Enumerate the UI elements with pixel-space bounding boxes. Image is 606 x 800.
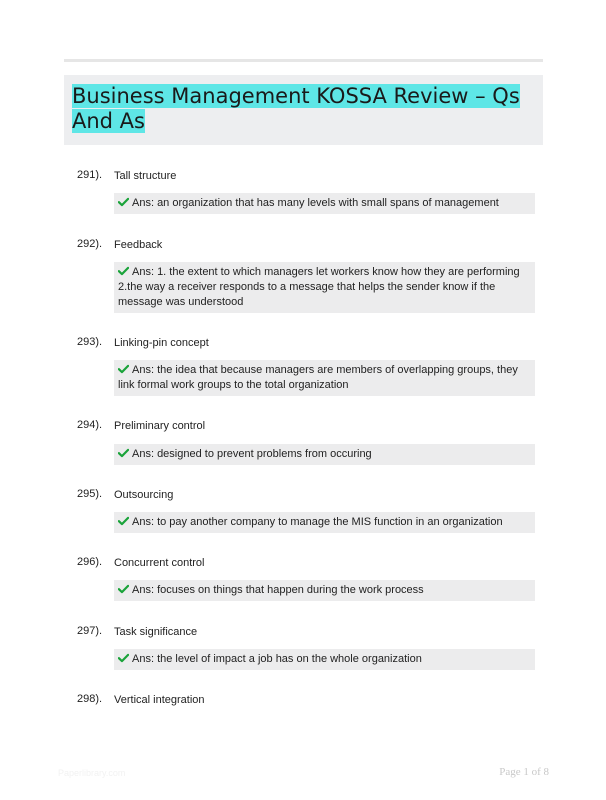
question-number: 291). [77, 169, 103, 181]
answer-box [114, 193, 535, 214]
check-icon [118, 516, 129, 526]
answer-text: Ans: the idea that because managers are members of overlapping groups, they link formal work groups to the total organization [118, 364, 518, 391]
answer-text: Ans: the level of impact a job has on the whole organization [132, 653, 422, 665]
question-text: Tall structure [114, 170, 177, 182]
question-number: 293). [77, 336, 103, 348]
question-text: Outsourcing [114, 489, 174, 501]
check-icon [118, 584, 129, 594]
question-number: 296). [77, 556, 103, 568]
question-number: 294). [77, 419, 103, 431]
answer-box [114, 444, 535, 465]
answer-text: Ans: an organization that has many levels with small spans of management [132, 197, 499, 209]
question-number: 295). [77, 488, 103, 500]
question-text: Linking-pin concept [114, 337, 209, 349]
answer-box [114, 360, 535, 396]
title-text: Business Management KOSSA Review – Qs And As [72, 84, 520, 133]
answer-text: Ans: designed to prevent problems from occuring [132, 448, 372, 460]
question-text: Vertical integration [114, 694, 205, 706]
check-icon [118, 448, 129, 458]
question-text: Task significance [114, 626, 198, 638]
answer-box [114, 262, 535, 313]
answer-box [114, 512, 535, 533]
answer-text: Ans: to pay another company to manage the MIS function in an organization [132, 516, 503, 528]
question-number: 292). [77, 238, 103, 250]
answer-text: Ans: 1. the extent to which managers let workers know how they are performing 2.the way a receiver responds to a message that helps the sender know if the message was understood [118, 266, 520, 308]
answer-box [114, 649, 535, 670]
check-icon [118, 266, 129, 276]
question-number: 297). [77, 625, 103, 637]
answer-text: Ans: focuses on things that happen during the work process [132, 584, 424, 596]
answer-box [114, 580, 535, 601]
check-icon [118, 653, 129, 663]
page-number: Page 1 of 8 [499, 766, 549, 778]
question-text: Concurrent control [114, 557, 205, 569]
footer-site-watermark: Paperlibrary.com [58, 768, 126, 778]
check-icon [118, 197, 129, 207]
question-text: Preliminary control [114, 420, 206, 432]
question-text: Feedback [114, 239, 163, 251]
question-number: 298). [77, 693, 103, 705]
check-icon [118, 364, 129, 374]
